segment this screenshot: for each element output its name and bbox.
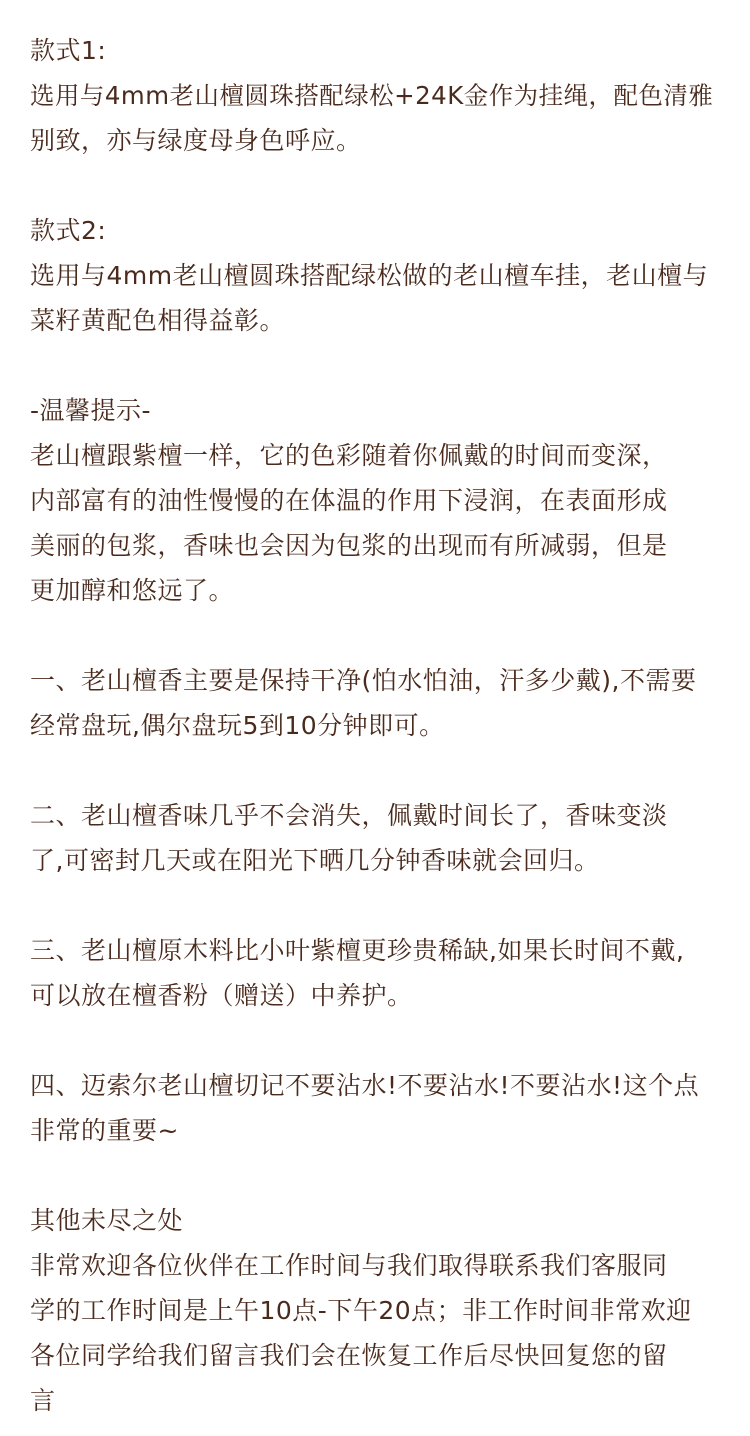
section-other [30, 1198, 720, 1423]
paragraph-line: 经常盘玩,偶尔盘玩5到10分钟即可。 [30, 711, 445, 740]
paragraph-line: 老山檀跟紫檀一样，它的色彩随着你佩戴的时间而变深， [30, 441, 668, 470]
section-point4 [30, 1063, 720, 1153]
paragraph-line: 可以放在檀香粉（赠送）中养护。 [30, 981, 413, 1010]
section-tips [30, 388, 720, 613]
paragraph-line: 各位同学给我们留言我们会在恢复工作后尽快回复您的留 [30, 1341, 668, 1370]
paragraph-line: 一、老山檀香主要是保持干净(怕水怕油，汗多少戴),不需要 [30, 666, 697, 695]
spacer [30, 613, 720, 658]
section-heading: 其他未尽之处 [30, 1206, 184, 1235]
product-notes-document [30, 28, 720, 1423]
section-heading: 款式2: [30, 216, 107, 245]
paragraph-line: 非常欢迎各位伙伴在工作时间与我们取得联系我们客服同 [30, 1251, 668, 1280]
paragraph-line: 二、老山檀香味几乎不会消失，佩戴时间长了，香味变淡 [30, 801, 668, 830]
spacer [30, 1018, 720, 1063]
section-heading: 款式1: [30, 36, 107, 65]
section-point2 [30, 793, 720, 883]
paragraph-line: 美丽的包浆，香味也会因为包浆的出现而有所减弱，但是 [30, 531, 668, 560]
paragraph-line: 四、迈索尔老山檀切记不要沾水!不要沾水!不要沾水!这个点 [30, 1071, 700, 1100]
section-style2 [30, 208, 720, 343]
paragraph-line: 了,可密封几天或在阳光下晒几分钟香味就会回归。 [30, 846, 600, 875]
section-style1 [30, 28, 720, 163]
section-heading: -温馨提示- [30, 396, 152, 425]
spacer [30, 1153, 720, 1198]
section-point3 [30, 928, 720, 1018]
paragraph-line: 选用与4mm老山檀圆珠搭配绿松+24K金作为挂绳，配色清雅 [30, 81, 714, 110]
paragraph-line: 更加醇和悠远了。 [30, 576, 235, 605]
paragraph-line: 菜籽黄配色相得益彰。 [30, 306, 286, 335]
spacer [30, 883, 720, 928]
paragraph-line: 学的工作时间是上午10点-下午20点；非工作时间非常欢迎 [30, 1296, 692, 1325]
paragraph-line: 言 [30, 1386, 56, 1415]
section-point1 [30, 658, 720, 748]
spacer [30, 343, 720, 388]
paragraph-line: 别致，亦与绿度母身色呼应。 [30, 126, 362, 155]
paragraph-line: 三、老山檀原木料比小叶紫檀更珍贵稀缺,如果长时间不戴, [30, 936, 685, 965]
spacer [30, 163, 720, 208]
paragraph-line: 内部富有的油性慢慢的在体温的作用下浸润，在表面形成 [30, 486, 668, 515]
paragraph-line: 选用与4mm老山檀圆珠搭配绿松做的老山檀车挂，老山檀与 [30, 261, 709, 290]
paragraph-line: 非常的重要~ [30, 1116, 179, 1145]
spacer [30, 748, 720, 793]
